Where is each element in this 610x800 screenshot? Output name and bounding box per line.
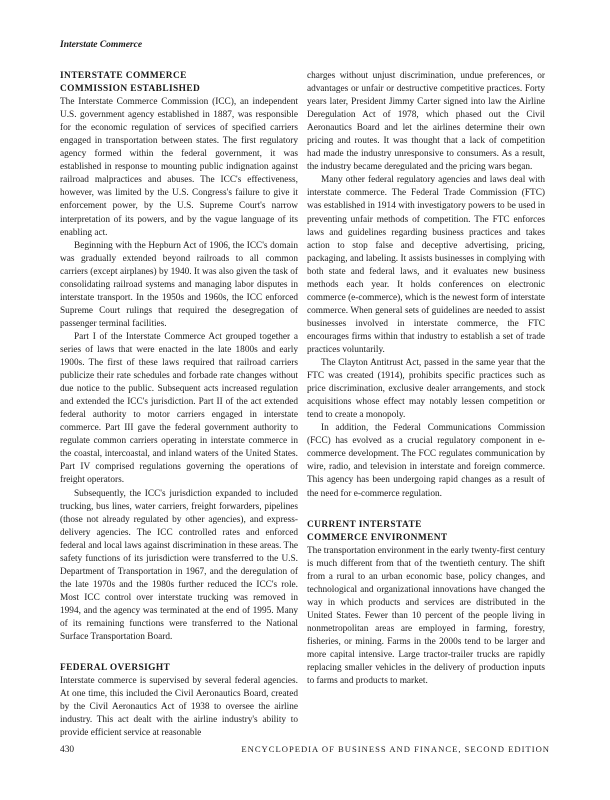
- paragraph: Many other federal regulatory agencies and laws deal with interstate commerce. The Federal Trade Commission (FTC) was established in 1914 with investigatory powers to be used in preventing unfair methods of competition. The FTC enforces laws and guidelines regarding business practices and takes action to stop false and deceptive advertising, pricing, packaging, and labeling. It assists businesses in complying with both state and federal laws, and it evaluates new business methods each year. It holds conferences on electronic commerce (e-commerce), which is the newest form of interstate commerce. When general sets of guidelines are needed to assist businesses involved in interstate commerce, the FTC encourages firms within that industry to establish a set of trade practices voluntarily.: [307, 175, 545, 355]
- left-column: [60, 70, 298, 740]
- right-column: [307, 70, 545, 688]
- spacer: [307, 501, 545, 519]
- paragraph: Part I of the Interstate Commerce Act grouped together a series of laws that were enacted in the late 1800s and early 1900s. The first of these laws required that railroad carriers publicize their rate schedules and forbade rate changes without due notice to the public. Subsequent acts increased regulation and extended the ICC's jurisdiction. Part II of the act extended federal authority to motor carriers engaged in interstate commerce. Part III gave the federal government authority to regulate common carriers operating in interstate commerce in the coastal, intercoastal, and inland waters of the United States. Part IV comprised regulations governing the operations of freight operators.: [60, 331, 298, 486]
- page-footer: [60, 744, 550, 755]
- heading-line: CURRENT INTERSTATE: [307, 519, 422, 530]
- paragraph: The transportation environment in the early twenty-first century is much different from that of the twentieth century. The shift from a rural to an urban economic base, policy changes, and technological and organizational innovations have changed the way in which products and services are distributed in the United States. Fewer than 10 percent of the people living in nonmetropolitan areas are employed in farming, forestry, fisheries, or mining. Farms in the 2000s tend to be larger and more capital intensive. Large tractor-trailer trucks are rapidly replacing smaller vehicles in the delivery of production inputs to farms and products to market.: [307, 545, 545, 687]
- section-heading-commission: [60, 70, 298, 96]
- heading-line: COMMERCE ENVIRONMENT: [307, 532, 448, 543]
- paragraph: Subsequently, the ICC's jurisdiction expanded to included trucking, bus lines, water carriers, freight forwarders, pipelines (those not already regulated by other agencies), and express-delivery agencies. The ICC controlled rates and enforced federal and local laws against discrimination in these areas. The safety functions of its jurisdiction were transferred to the U.S. Department of Transportation in 1967, and the deregulation of the late 1970s and the 1980s further reduced the ICC's role. Most ICC control over interstate trucking was removed in 1994, and the agency was terminated at the end of 1995. Many of its remaining functions were transferred to the National Surface Transportation Board.: [60, 488, 298, 643]
- paragraph: Interstate commerce is supervised by several federal agencies. At one time, this included the Civil Aeronautics Board, created by the Civil Aeronautics Act of 1938 to oversee the airline industry. This act dealt with the airline industry's ability to provide efficient service at reasonable: [60, 676, 298, 739]
- page-number: 430: [60, 745, 75, 755]
- paragraph: The Clayton Antitrust Act, passed in the same year that the FTC was created (1914), prohibits specific practices such as price discrimination, exclusive dealer arrangements, and stock acquisitions whose effect may notably lessen competition or tend to create a monopoly.: [307, 358, 545, 421]
- heading-line: COMMISSION ESTABLISHED: [60, 84, 201, 95]
- spacer: [60, 644, 298, 662]
- heading-line: INTERSTATE COMMERCE: [60, 71, 187, 81]
- section-heading-current-environment: [307, 519, 545, 545]
- section-heading-federal-oversight: FEDERAL OVERSIGHT: [60, 663, 171, 674]
- paragraph: charges without unjust discrimination, undue preferences, or advantages or unfair or destructive competitive practices. Forty years later, President Jimmy Carter signed into law the Airline Deregulation Act of 1978, which phased out the Civil Aeronautics Board and let the airlines determine their own pricing and routes. It was thought that a lack of competition had made the industry unresponsive to consumers. As a result, the industry became deregulated and the pricing wars began.: [307, 71, 545, 173]
- paragraph: The Interstate Commerce Commission (ICC), an independent U.S. government agency established in 1887, was responsible for the economic regulation of services of specified carriers engaged in transportation between states. The first regulatory agency formed within the federal government, it was established in response to mounting public indignation against railroad malpractices and abuses. The ICC's effectiveness, however, was limited by the U.S. Congress's failure to give it enforcement power, by the U.S. Supreme Court's narrow interpretation of its powers, and by the vague language of its enabling act.: [60, 97, 298, 238]
- running-head: Interstate Commerce: [60, 40, 143, 50]
- paragraph: Beginning with the Hepburn Act of 1906, the ICC's domain was gradually extended beyond railroads to all common carriers (except airplanes) by 1940. It was also given the task of consolidating railroad systems and managing labor disputes in interstate transport. In the 1950s and 1960s, the ICC enforced Supreme Court rulings that required the desegregation of passenger terminal facilities.: [60, 240, 298, 329]
- publication-title: ENCYCLOPEDIA OF BUSINESS AND FINANCE, SECOND EDITION: [241, 744, 550, 754]
- paragraph: In addition, the Federal Communications Commission (FCC) has evolved as a crucial regulatory component in e-commerce development. The FCC regulates communication by wire, radio, and television in interstate and foreign commerce. This agency has been undergoing rapid changes as a result of the need for e-commerce regulation.: [307, 423, 545, 499]
